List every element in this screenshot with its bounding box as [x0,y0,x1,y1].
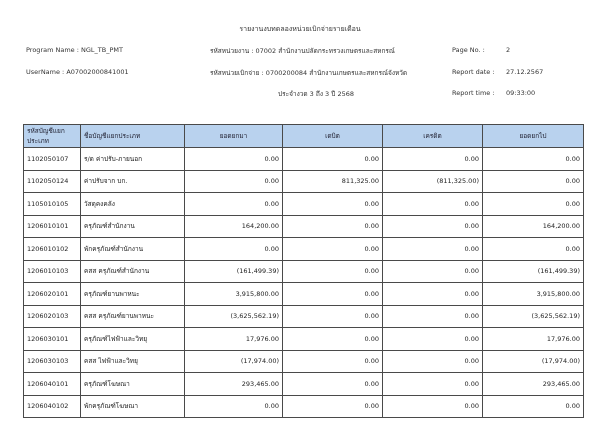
table-row [24,170,584,193]
closing-balance-cell: 164,200.00 [483,215,584,238]
table-header-row [24,125,584,148]
credit-cell: 0.00 [383,350,483,373]
closing-balance-cell: (17,974.00) [483,350,584,373]
trial-balance-table [23,124,584,418]
account-code-cell: 1206040102 [24,395,81,418]
credit-cell: 0.00 [383,305,483,328]
header-account-name: ชื่อบัญชีแยกประเภท [81,125,185,148]
header-debit: เดบิต [283,125,383,148]
closing-balance-cell: 17,976.00 [483,328,584,351]
opening-balance-cell: 0.00 [185,193,283,216]
opening-balance-cell: 0.00 [185,170,283,193]
credit-cell: 0.00 [383,395,483,418]
opening-balance-cell: 0.00 [185,148,283,171]
credit-cell: 0.00 [383,215,483,238]
debit-cell: 0.00 [283,350,383,373]
credit-cell: 0.00 [383,373,483,396]
report-period: ประจำงวด 3 ถึง 3 ปี 2568 [278,90,354,98]
agency-code: รหัสหน่วยงาน : 07002 สำนักงานปลัดกระทรวงเกษตรและสหกรณ์ [210,47,395,55]
header-account-code: รหัสบัญชีแยกประเภท [24,125,81,148]
opening-balance-cell: (17,974.00) [185,350,283,373]
page-no-label: Page No. : [452,46,485,54]
table-row [24,238,584,261]
closing-balance-cell: 3,915,800.00 [483,283,584,306]
credit-cell: 0.00 [383,238,483,261]
debit-cell: 0.00 [283,238,383,261]
header-opening-balance: ยอดยกมา [185,125,283,148]
debit-cell: 0.00 [283,373,383,396]
credit-cell: 0.00 [383,260,483,283]
account-code-cell: 1206010101 [24,215,81,238]
account-name-cell: วัสดุคงคลัง [81,193,185,216]
credit-cell: 0.00 [383,193,483,216]
account-name-cell: ค่าปรับจาก บก. [81,170,185,193]
debit-cell: 0.00 [283,328,383,351]
account-name-cell: คสส ไฟฟ้าและวิทยุ [81,350,185,373]
table-row [24,148,584,171]
account-code-cell: 1206030103 [24,350,81,373]
opening-balance-cell: (3,625,562.19) [185,305,283,328]
page-no-value: 2 [506,46,511,54]
opening-balance-cell: 3,915,800.00 [185,283,283,306]
opening-balance-cell: 17,976.00 [185,328,283,351]
table-row [24,260,584,283]
account-code-cell: 1102050107 [24,148,81,171]
opening-balance-cell: (161,499.39) [185,260,283,283]
account-code-cell: 1206010103 [24,260,81,283]
report-title: รายงานงบทดลองหน่วยเบิกจ่ายรายเดือน [239,25,361,33]
opening-balance-cell: 164,200.00 [185,215,283,238]
debit-cell: 0.00 [283,305,383,328]
account-name-cell: คสส ครุภัณฑ์สำนักงาน [81,260,185,283]
account-name-cell: พักครุภัณฑ์โฆษณา [81,395,185,418]
opening-balance-cell: 0.00 [185,238,283,261]
account-code-cell: 1206010102 [24,238,81,261]
table-row [24,283,584,306]
credit-cell: 0.00 [383,283,483,306]
account-name-cell: คสส ครุภัณฑ์ยานพาหนะ [81,305,185,328]
account-name-cell: ครุภัณฑ์ยานพาหนะ [81,283,185,306]
report-date-label: Report date : [452,68,495,76]
table-row [24,305,584,328]
debit-cell: 0.00 [283,395,383,418]
closing-balance-cell: (3,625,562.19) [483,305,584,328]
header-credit: เครดิต [383,125,483,148]
table-row [24,193,584,216]
report-time-label: Report time : [452,89,495,97]
account-code-cell: 1206020101 [24,283,81,306]
debit-cell: 0.00 [283,215,383,238]
table-row [24,328,584,351]
program-name: Program Name : NGL_TB_PMT [26,46,123,54]
closing-balance-cell: 293,465.00 [483,373,584,396]
debit-cell: 0.00 [283,260,383,283]
debit-cell: 0.00 [283,283,383,306]
account-code-cell: 1206020103 [24,305,81,328]
user-name: UserName : A07002000841001 [26,68,129,76]
credit-cell: 0.00 [383,328,483,351]
opening-balance-cell: 0.00 [185,395,283,418]
account-name-cell: ครุภัณฑ์โฆษณา [81,373,185,396]
table-body [24,148,584,418]
debit-cell: 811,325.00 [283,170,383,193]
report-date-value: 27.12.2567 [506,68,544,76]
header-closing-balance: ยอดยกไป [483,125,584,148]
closing-balance-cell: (161,499.39) [483,260,584,283]
debit-cell: 0.00 [283,193,383,216]
opening-balance-cell: 293,465.00 [185,373,283,396]
closing-balance-cell: 0.00 [483,193,584,216]
account-name-cell: ร/ด ค่าปรับ-ภายนอก [81,148,185,171]
credit-cell: 0.00 [383,148,483,171]
table-row [24,350,584,373]
account-name-cell: ครุภัณฑ์ไฟฟ้าและวิทยุ [81,328,185,351]
closing-balance-cell: 0.00 [483,148,584,171]
credit-cell: (811,325.00) [383,170,483,193]
debit-cell: 0.00 [283,148,383,171]
table-row [24,215,584,238]
closing-balance-cell: 0.00 [483,170,584,193]
table-row [24,395,584,418]
account-code-cell: 1206040101 [24,373,81,396]
closing-balance-cell: 0.00 [483,238,584,261]
report-time-value: 09:33:00 [506,89,536,97]
account-name-cell: ครุภัณฑ์สำนักงาน [81,215,185,238]
disbursing-unit-code: รหัสหน่วยเบิกจ่าย : 0700200084 สำนักงานเกษตรและสหกรณ์จังหวัด [210,69,408,77]
account-code-cell: 1206030101 [24,328,81,351]
account-code-cell: 1102050124 [24,170,81,193]
account-name-cell: พักครุภัณฑ์สำนักงาน [81,238,185,261]
account-code-cell: 1105010105 [24,193,81,216]
closing-balance-cell: 0.00 [483,395,584,418]
table-row [24,373,584,396]
